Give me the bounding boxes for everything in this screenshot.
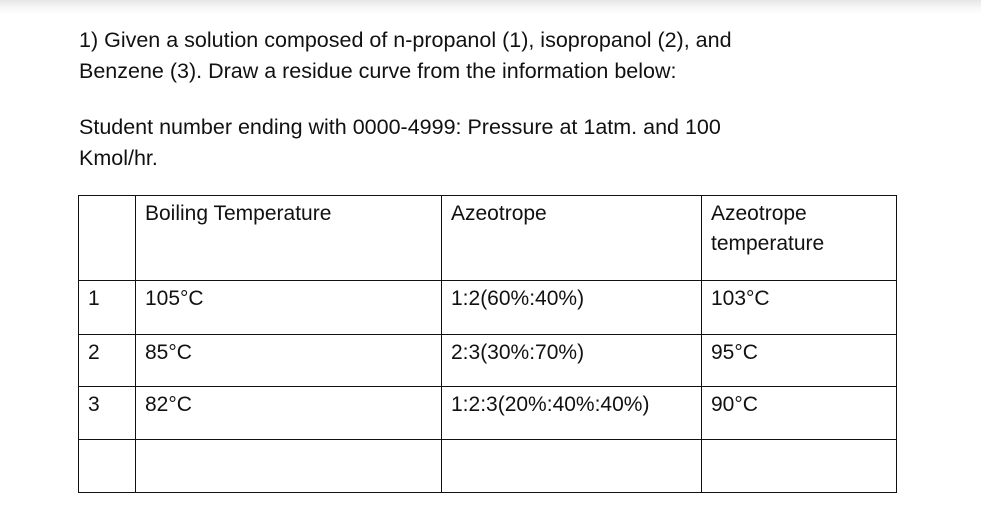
- condition-text: [79, 112, 721, 174]
- header-azeotrope-temperature-line-2: temperature: [711, 232, 825, 255]
- header-boiling-temperature: Boiling Temperature: [136, 196, 442, 281]
- row-index: [79, 440, 136, 493]
- azeotrope-temperature-cell: 95°C: [702, 335, 897, 387]
- azeotrope-temperature-cell: 103°C: [702, 281, 897, 335]
- azeotrope-cell: 1:2(60%:40%): [442, 281, 702, 335]
- question-text: [79, 25, 732, 87]
- component-data-table: [78, 195, 897, 493]
- row-index: 1: [79, 281, 136, 335]
- table-row: [79, 387, 897, 440]
- table-row-empty: [79, 440, 897, 493]
- row-index: 3: [79, 387, 136, 440]
- boiling-temperature-cell: 82°C: [136, 387, 442, 440]
- boiling-temperature-cell: 85°C: [136, 335, 442, 387]
- condition-line-1: Student number ending with 0000-4999: Pressure at 1atm. and 100: [79, 115, 721, 139]
- header-azeotrope-temperature: [702, 196, 897, 281]
- azeotrope-cell: [442, 440, 702, 493]
- row-index: 2: [79, 335, 136, 387]
- boiling-temperature-cell: [136, 440, 442, 493]
- azeotrope-temperature-cell: 90°C: [702, 387, 897, 440]
- header-azeotrope-temperature-line-1: Azeotrope: [711, 202, 807, 225]
- table-row: [79, 281, 897, 335]
- header-index: [79, 196, 136, 281]
- header-azeotrope: Azeotrope: [442, 196, 702, 281]
- boiling-temperature-cell: 105°C: [136, 281, 442, 335]
- azeotrope-cell: 2:3(30%:70%): [442, 335, 702, 387]
- azeotrope-temperature-cell: [702, 440, 897, 493]
- azeotrope-cell: 1:2:3(20%:40%:40%): [442, 387, 702, 440]
- top-shadow: [0, 0, 981, 14]
- question-line-2: Benzene (3). Draw a residue curve from the information below:: [79, 59, 677, 83]
- table-row: [79, 335, 897, 387]
- table-header-row: [79, 196, 897, 281]
- condition-line-2: Kmol/hr.: [79, 146, 158, 170]
- question-line-1: 1) Given a solution composed of n-propanol (1), isopropanol (2), and: [79, 28, 732, 52]
